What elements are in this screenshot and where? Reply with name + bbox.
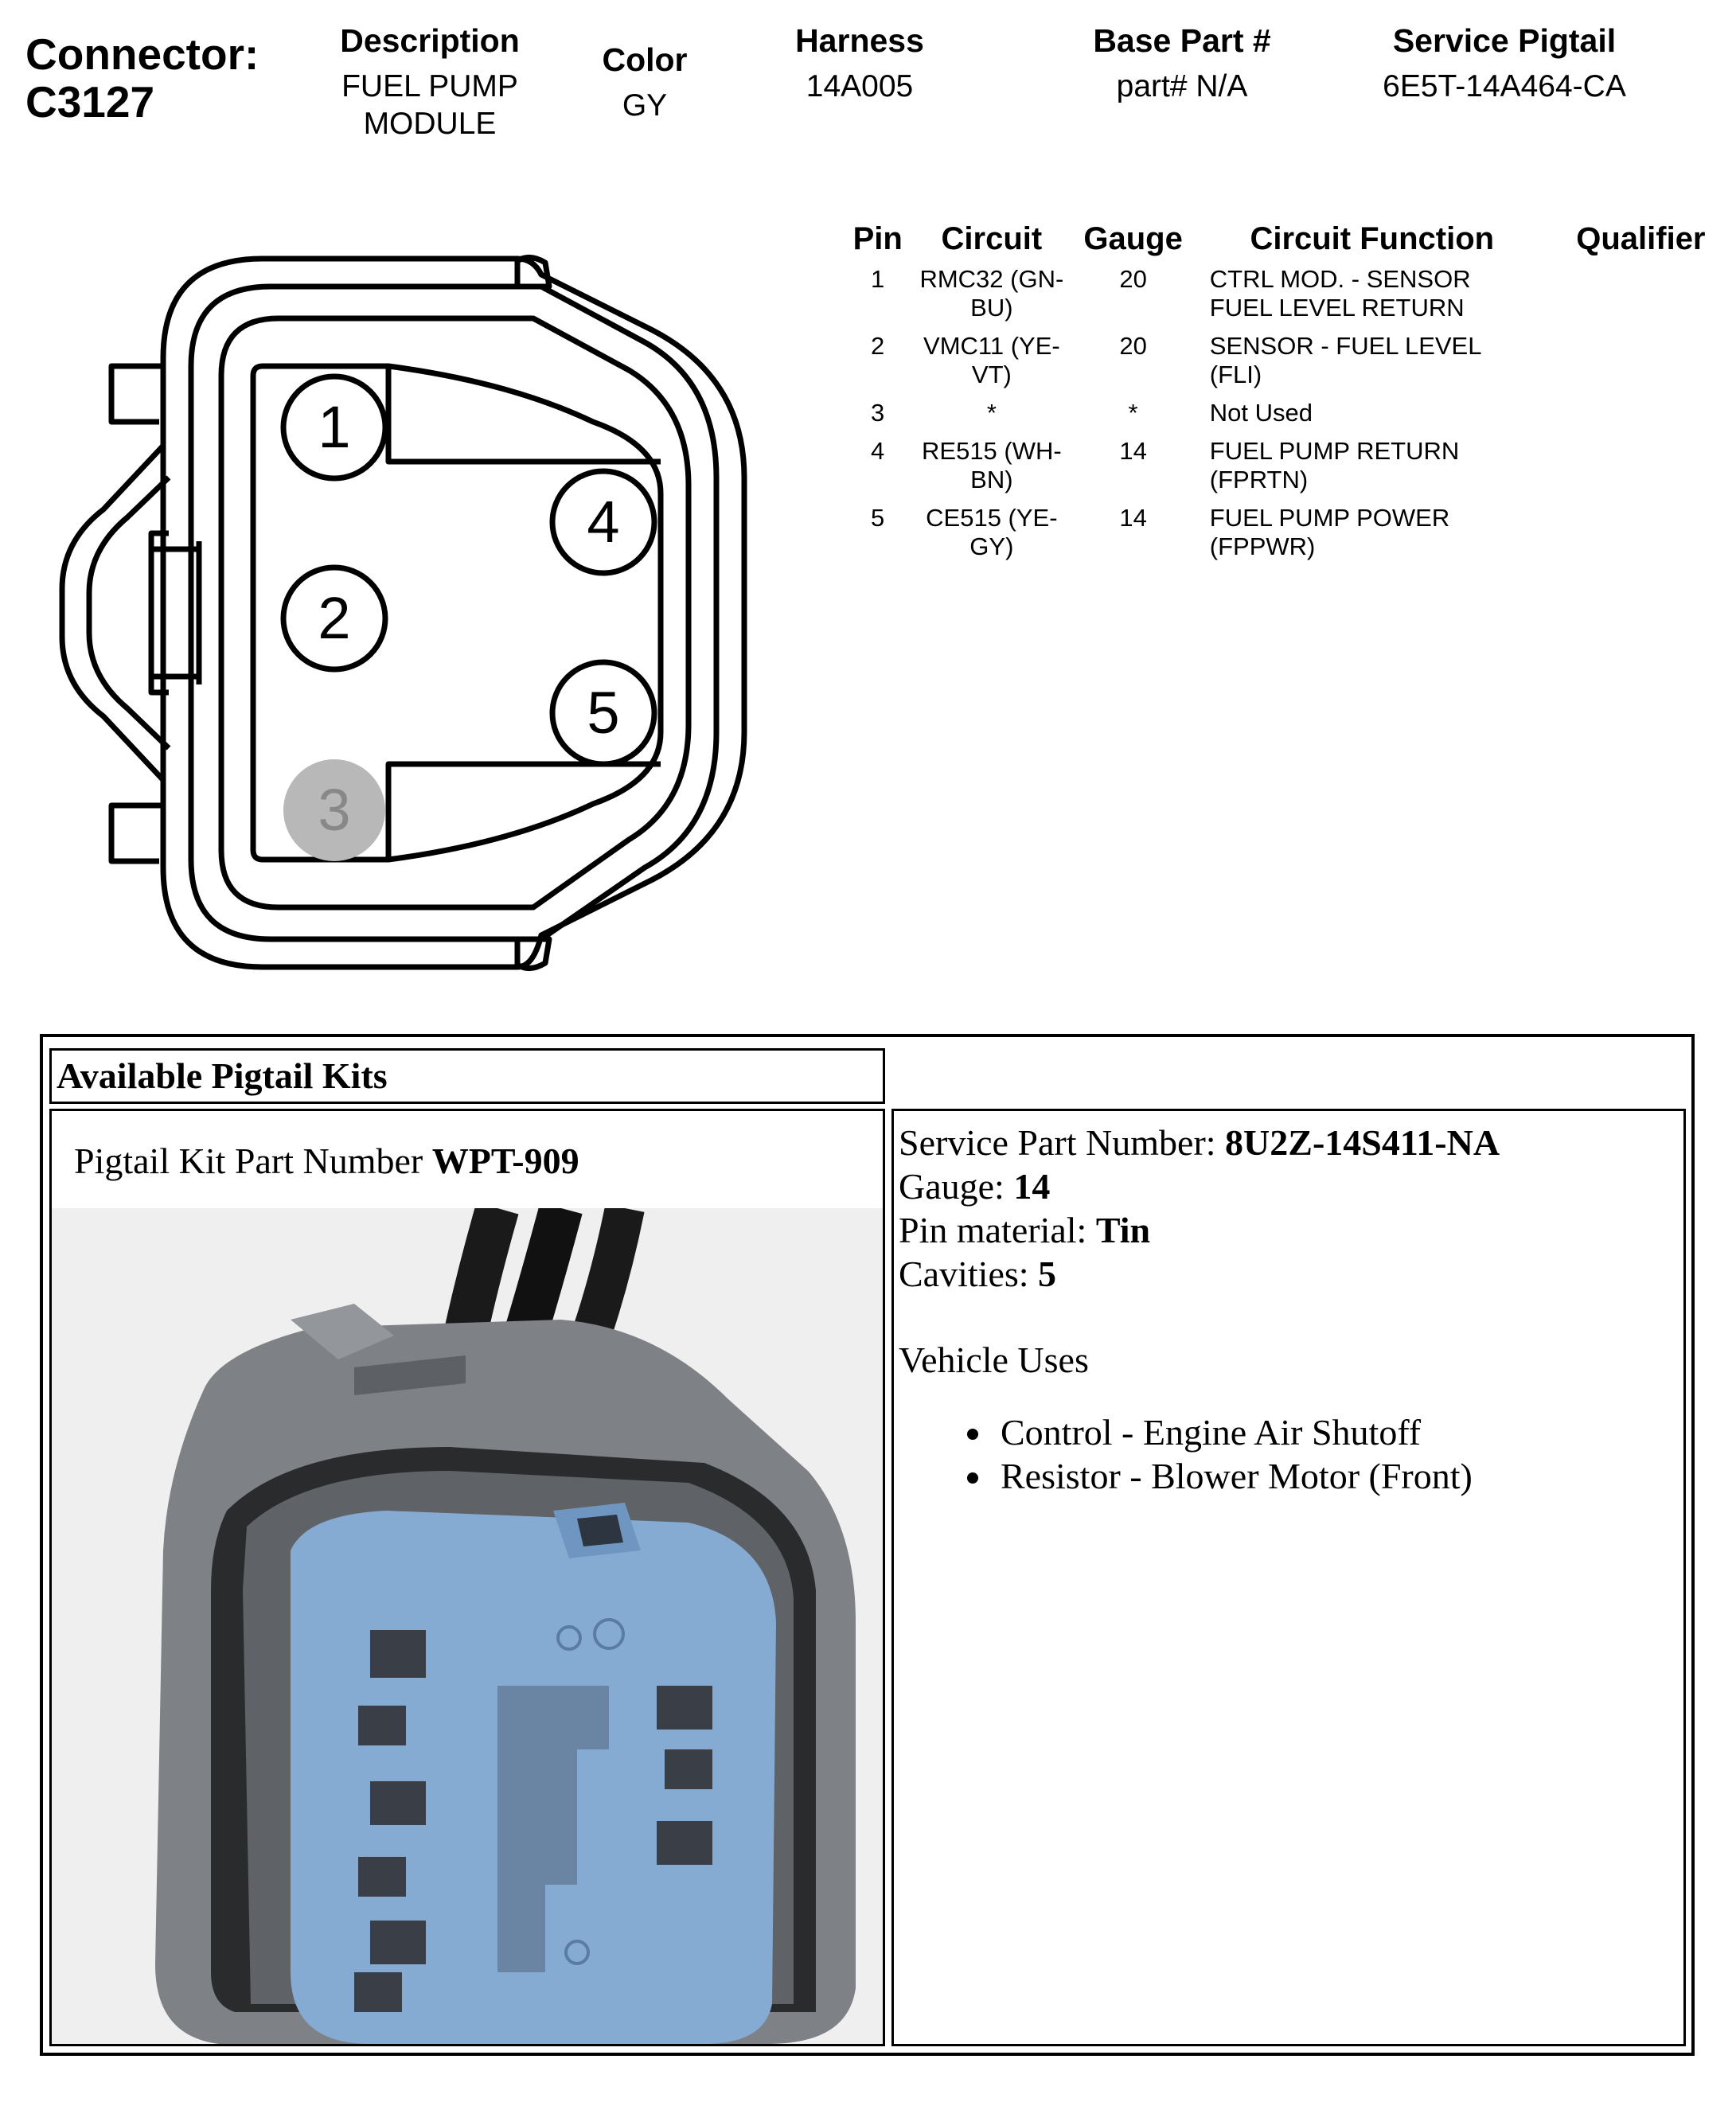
row-qualifier — [1546, 332, 1736, 399]
pin-label-2: 2 — [318, 585, 351, 651]
harness-label: Harness — [795, 22, 924, 59]
harness-column — [764, 22, 955, 105]
row-gauge: 20 — [1119, 332, 1147, 360]
list-item: • Control - Engine Air Shutoff — [994, 1410, 1683, 1454]
base-part-column — [1059, 22, 1305, 105]
pigtail-kits-heading: Available Pigtail Kits — [49, 1048, 885, 1104]
service-pigtail-value: 6E5T-14A464-CA — [1383, 69, 1626, 103]
middle-shell — [191, 287, 716, 939]
row-circuit: * — [986, 399, 997, 427]
pin-cavity-5 — [552, 662, 654, 764]
latch-outline — [111, 805, 163, 861]
row-circuit: RE515 (WH- BN) — [922, 437, 1062, 493]
pin-cavity-3-unused — [283, 759, 385, 861]
header-qualifier: Qualifier — [1576, 221, 1706, 256]
row-gauge: 14 — [1119, 504, 1147, 532]
table-row — [840, 265, 1736, 332]
pin-label-4: 4 — [587, 489, 620, 555]
row-function: FUEL PUMP RETURN (FPRTN) — [1209, 437, 1460, 493]
pin-cavity-2 — [283, 567, 385, 669]
table-row — [840, 332, 1736, 399]
base-part-value: part# N/A — [1116, 69, 1248, 103]
spec-pin-material: Pin material: Tin — [899, 1210, 1151, 1250]
pigtail-photo — [52, 1208, 883, 2044]
row-gauge: 14 — [1119, 437, 1147, 465]
latch-outline — [111, 366, 163, 422]
row-pin: 4 — [871, 437, 885, 465]
pigtail-kit-cell — [49, 1109, 885, 2046]
service-pigtail-label: Service Pigtail — [1392, 22, 1617, 59]
connector-label: Connector: — [25, 29, 259, 79]
pin-table — [840, 221, 1736, 571]
pin-cavity-4 — [552, 471, 654, 573]
row-gauge: * — [1128, 399, 1138, 427]
base-part-label: Base Part # — [1093, 22, 1271, 59]
row-pin: 5 — [871, 504, 885, 532]
row-circuit: CE515 (YE- GY) — [926, 504, 1058, 560]
row-function: FUEL PUMP POWER (FPPWR) — [1209, 504, 1450, 560]
pin-label-5: 5 — [587, 680, 620, 746]
pigtail-kit-part-number: Pigtail Kit Part Number WPT-909 — [74, 1141, 579, 1181]
description-value: FUEL PUMP MODULE — [341, 69, 518, 141]
row-qualifier — [1546, 504, 1736, 571]
row-pin: 1 — [871, 265, 885, 293]
header-circuit-function: Circuit Function — [1250, 221, 1495, 256]
row-gauge: 20 — [1119, 265, 1147, 293]
color-label: Color — [602, 41, 688, 78]
pin-label-3: 3 — [318, 777, 351, 843]
table-row — [840, 504, 1736, 571]
list-item: • Resistor - Blower Motor (Front) — [994, 1454, 1683, 1498]
description-column — [310, 22, 549, 142]
pin-label-1: 1 — [318, 394, 351, 460]
row-circuit: VMC11 (YE- VT) — [923, 332, 1060, 388]
terminal-lock-line — [388, 368, 661, 462]
color-value: GY — [622, 88, 668, 123]
row-qualifier — [1546, 265, 1736, 332]
row-function: Not Used — [1209, 399, 1313, 427]
header-circuit: Circuit — [941, 221, 1043, 256]
vehicle-uses-list — [899, 1410, 1683, 1498]
connector-face-diagram — [48, 239, 780, 987]
latch-tab — [151, 533, 169, 692]
spec-service-part-number: Service Part Number: 8U2Z-14S411-NA — [899, 1122, 1500, 1163]
row-pin: 2 — [871, 332, 885, 360]
connector-id: C3127 — [25, 77, 155, 127]
connector-title — [25, 30, 259, 126]
latch-outline — [89, 478, 169, 748]
table-row — [840, 399, 1736, 437]
pigtail-kit-specs — [891, 1109, 1686, 2046]
row-pin: 3 — [871, 399, 885, 427]
row-function: CTRL MOD. - SENSOR FUEL LEVEL RETURN — [1209, 265, 1471, 322]
row-circuit: RMC32 (GN- BU) — [919, 265, 1064, 322]
spec-cavities: Cavities: 5 — [899, 1254, 1057, 1294]
description-label: Description — [340, 22, 520, 59]
pin-cavity-1 — [283, 376, 385, 478]
kit-number: WPT-909 — [431, 1141, 579, 1181]
header-pin: Pin — [852, 221, 903, 256]
row-function: SENSOR - FUEL LEVEL (FLI) — [1209, 332, 1482, 388]
header-gauge: Gauge — [1083, 221, 1183, 256]
color-column — [581, 41, 708, 124]
spec-gauge: Gauge: 14 — [899, 1166, 1051, 1207]
vehicle-uses-title: Vehicle Uses — [899, 1340, 1089, 1380]
pin-table-header — [840, 221, 1736, 265]
harness-value: 14A005 — [806, 69, 914, 103]
service-pigtail-column — [1345, 22, 1664, 105]
row-qualifier — [1546, 437, 1736, 504]
table-row — [840, 437, 1736, 504]
row-qualifier — [1546, 399, 1736, 437]
